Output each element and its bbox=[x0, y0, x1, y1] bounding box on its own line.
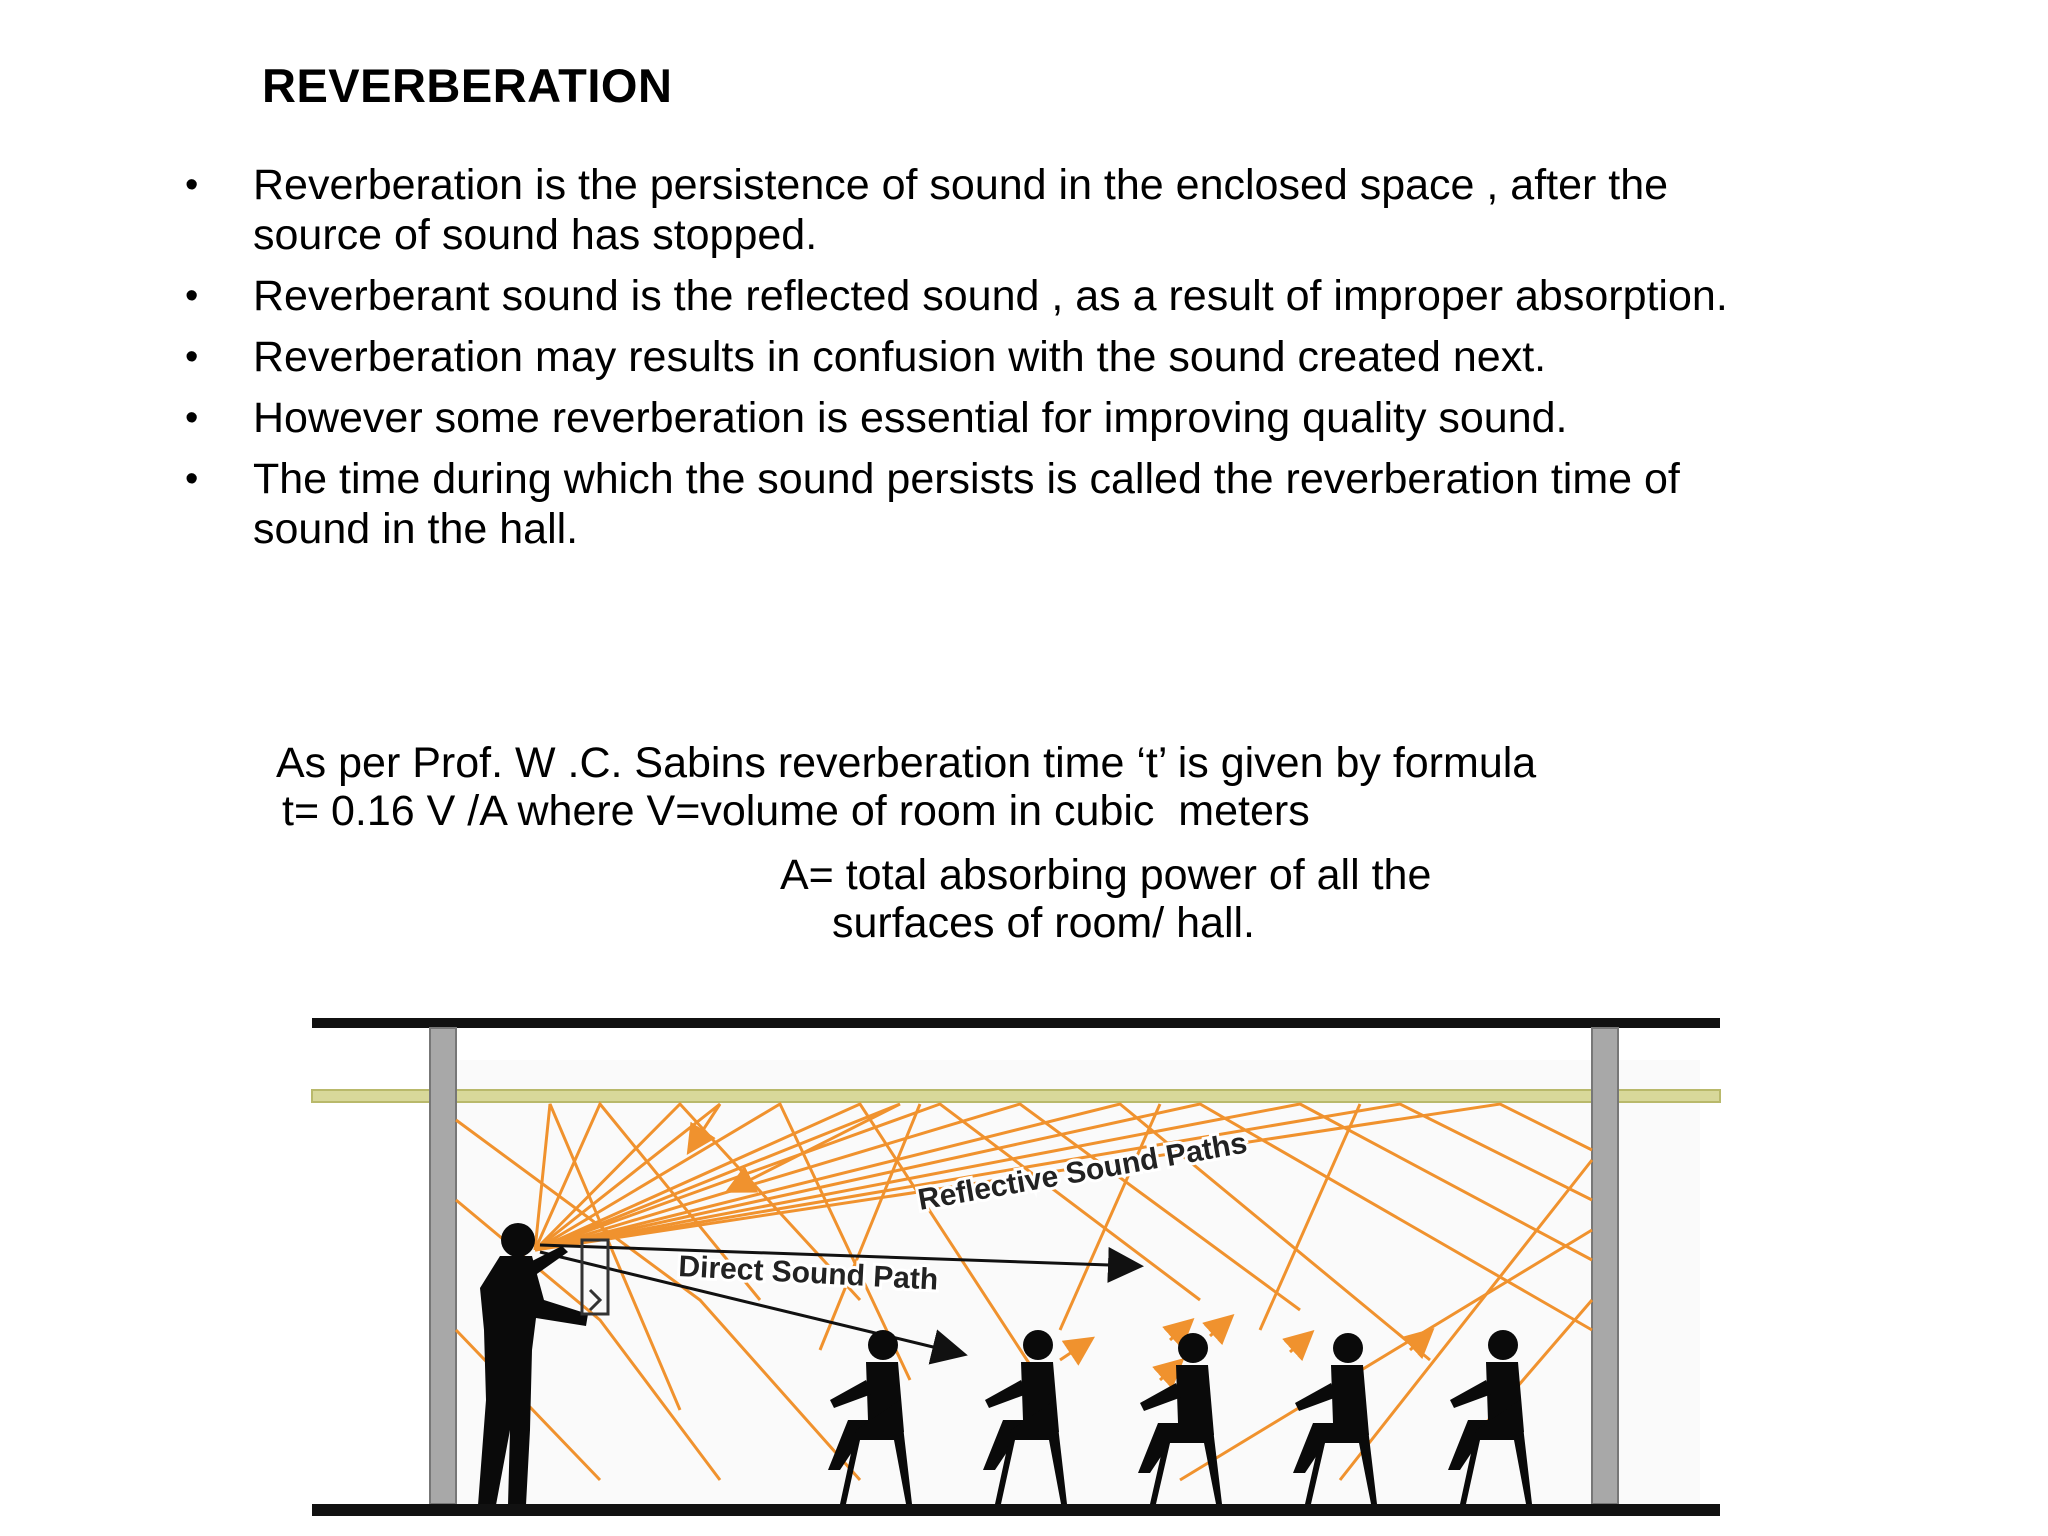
bullet-item bbox=[185, 271, 1805, 321]
bullet-text: However some reverberation is essential for improving quality sound. bbox=[253, 394, 1568, 442]
bullet-item bbox=[185, 332, 1805, 382]
bullet-text: Reverberant sound is the reflected sound , as a result of improper absorption. bbox=[253, 272, 1728, 320]
bullet-icon: • bbox=[185, 458, 199, 500]
formula-equation: t= 0.16 V /A where V=volume of room in cubic meters bbox=[282, 787, 1310, 835]
formula-a-definition-cont: surfaces of room/ hall. bbox=[832, 899, 1256, 947]
formula-intro: As per Prof. W .C. Sabins reverberation time ‘t’ is given by formula bbox=[276, 739, 1537, 787]
bullet-item bbox=[185, 160, 1805, 260]
bullet-item bbox=[185, 454, 1805, 554]
right-column bbox=[1592, 1028, 1618, 1504]
reflective-sound-label: Reflective Sound Paths bbox=[915, 1126, 1250, 1217]
bullet-icon: • bbox=[185, 397, 199, 439]
left-column bbox=[430, 1028, 456, 1504]
bullet-icon: • bbox=[185, 336, 199, 378]
slide-title: REVERBERATION bbox=[262, 59, 673, 112]
ceiling-panel bbox=[312, 1090, 1720, 1102]
formula-a-definition: A= total absorbing power of all the bbox=[780, 851, 1432, 899]
floor-beam bbox=[312, 1504, 1720, 1516]
bullet-item bbox=[185, 393, 1805, 443]
bullet-text: Reverberation may results in confusion with the sound created next. bbox=[253, 333, 1547, 381]
bullet-icon: • bbox=[185, 164, 199, 206]
direct-sound-label: Direct Sound Path bbox=[677, 1250, 940, 1297]
bullet-list bbox=[185, 160, 1805, 565]
bullet-text: Reverberation is the persistence of sound in the enclosed space , after the source of sound has stopped. bbox=[253, 161, 1669, 259]
ceiling-beam bbox=[312, 1018, 1720, 1028]
bullet-text: The time during which the sound persists is called the reverberation time of sound in the hall. bbox=[253, 455, 1680, 553]
bullet-icon: • bbox=[185, 275, 199, 317]
reverberation-diagram bbox=[300, 1000, 1740, 1536]
